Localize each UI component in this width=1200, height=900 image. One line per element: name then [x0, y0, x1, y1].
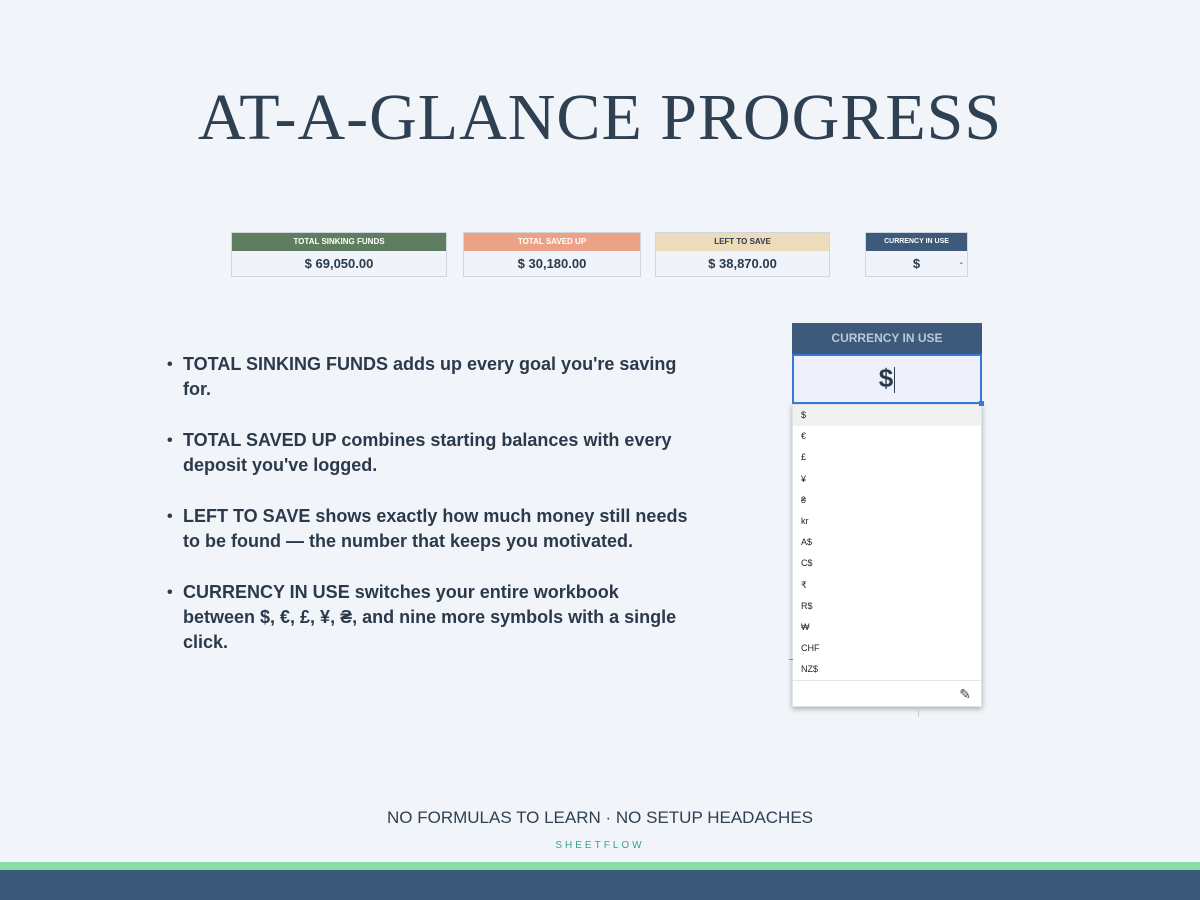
fill-handle[interactable] — [979, 401, 984, 406]
dropdown-option[interactable]: C$ — [801, 558, 813, 569]
kpi-value[interactable]: $ 69,050.00 — [304, 256, 374, 271]
list-item: • CURRENCY IN USE switches your entire workbook between $, €, £, ¥, ₴, and nine more symbols with a single click. — [165, 580, 695, 655]
kpi-value[interactable]: $ 38,870.00 — [708, 256, 777, 271]
dropdown-option[interactable]: € — [801, 431, 807, 442]
page-title: AT-A-GLANCE PROGRESS — [197, 81, 1003, 154]
list-item: • LEFT TO SAVE shows exactly how much money still needs to be found — the number that keeps you motivated. — [165, 504, 695, 554]
currency-widget — [792, 323, 982, 707]
kpi-left-to-save — [655, 232, 830, 277]
currency-input[interactable] — [792, 354, 982, 404]
kpi-total-saved-up — [463, 232, 641, 277]
dropdown-footer — [793, 680, 981, 706]
kpi-currency-cell[interactable] — [866, 251, 967, 277]
dropdown-option[interactable]: $ — [793, 405, 981, 426]
list-item: • TOTAL SAVED UP combines starting balances with every deposit you've logged. — [165, 428, 695, 478]
kpi-total-sinking-funds — [231, 232, 447, 277]
kpi-label: TOTAL SAVED UP — [464, 233, 640, 251]
pencil-icon[interactable]: ✎ — [959, 686, 971, 703]
dropdown-option[interactable]: kr — [801, 515, 809, 526]
footer-bar — [0, 870, 1200, 900]
kpi-value[interactable]: $ 30,180.00 — [517, 256, 587, 271]
kpi-label: CURRENCY IN USE — [866, 233, 967, 251]
currency-dropdown — [792, 404, 982, 707]
cell-gridline — [918, 707, 919, 717]
kpi-currency-in-use — [865, 232, 968, 277]
kpi-suffix: - — [959, 258, 963, 269]
dropdown-option[interactable]: NZ$ — [801, 664, 819, 675]
cell-gridline — [789, 659, 793, 660]
text-caret — [894, 367, 895, 393]
kpi-value: $ — [912, 256, 921, 271]
kpi-label: LEFT TO SAVE — [656, 233, 829, 251]
list-item: • TOTAL SINKING FUNDS adds up every goal you're saving for. — [165, 352, 695, 402]
dropdown-option[interactable]: ₹ — [801, 579, 807, 590]
currency-value: $ — [878, 363, 894, 393]
dropdown-option[interactable]: A$ — [801, 537, 813, 548]
brand-logo: SHEETFLOW — [555, 840, 645, 851]
dropdown-option[interactable]: CHF — [801, 643, 820, 654]
kpi-label: TOTAL SINKING FUNDS — [232, 233, 446, 251]
dropdown-option[interactable]: £ — [801, 452, 807, 463]
dropdown-option[interactable]: ₩ — [801, 621, 810, 632]
dropdown-option[interactable]: ₴ — [801, 494, 807, 505]
tagline: NO FORMULAS TO LEARN · NO SETUP HEADACHES — [386, 808, 814, 827]
dropdown-option[interactable]: R$ — [801, 600, 813, 611]
feature-list — [165, 352, 695, 681]
footer-accent-bar — [0, 862, 1200, 870]
currency-header: CURRENCY IN USE — [792, 323, 982, 354]
dropdown-option[interactable]: ¥ — [801, 473, 807, 484]
